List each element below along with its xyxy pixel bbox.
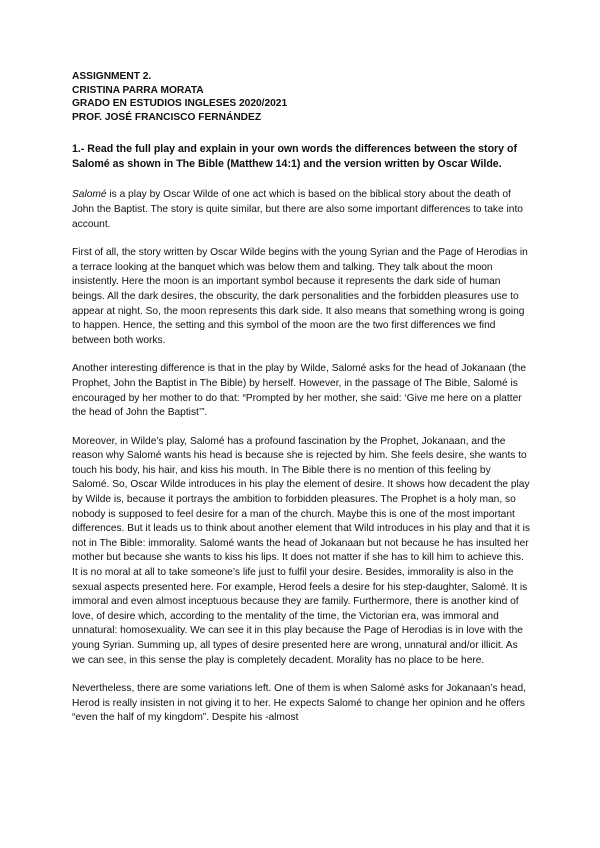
paragraph-1-text: is a play by Oscar Wilde of one act which is based on the biblical story about the death of John the Baptist. The story is quite similar, but there are also some important differences to take into account. (72, 189, 523, 230)
assignment-title: ASSIGNMENT 2. (72, 71, 152, 82)
document-body (72, 70, 530, 740)
paragraph-3: Another interesting difference is that in the play by Wilde, Salomé asks for the head of Jokanaan (the Prophet, John the Baptist in The Bible) by herself. However, in the passage of The Bible, Salomé is encouraged by her mother to do that: “Prompted by her mother, she said: ‘Give me here on a platter the head of John the Baptist’”. (72, 363, 526, 419)
paragraph-4: Moreover, in Wilde’s play, Salomé has a profound fascination by the Prophet, Jokanaan, and the reason why Salomé wants his head is because she is rejected by him. She feels desire, she wants to touch his body, his hair, and kiss his mouth. In The Bible there is no mention of this feeling by Salomé. So, Oscar Wilde introduces in his play the element of desire. It shows how decadent the play by Wilde is, because it portrays the ambition to forbidden pleasures. The Prophet is a holy man, so nobody is supposed to feel desire for a man of the church. Maybe this is one of the most important differences. But it leads us to think about another element that Wild introduces in his play and that it is not in The Bible: immorality. Salomé wants the head of Jokanaan but not because he has insulted her mother but because she wants to kiss his lips. It does not matter if she has to kill him to achieve this. It is no moral at all to take someone’s life just to fulfil your desire. Besides, immorality is also in the sexual aspects presented here. For example, Herod feels a desire for his step-daughter, Salomé. It is immoral and even almost inceptuous because they are family. Furthermore, there is another kind of love, of desire which, according to the mentality of the time, the Victorian era, was immoral and unnatural: homosexuality. We can see it in this play because the Page of Herodias is in love with the young Syrian. Summing up, all types of desire presented here are wrong, unnatural and/or illicit. As we can see, in this sense the play is completely decadent. Morality has no place to be here. (72, 435, 530, 666)
question-heading: 1.- Read the full play and explain in your own words the differences between the story of Salomé as shown in The Bible (Matthew 14:1) and the version written by Oscar Wilde. (72, 143, 518, 171)
paragraph-2: First of all, the story written by Oscar Wilde begins with the young Syrian and the Page of Herodias in a terrace looking at the banquet which was below them and talking. They talk about the moon insistently. Here the moon is an important symbol because it represents the dark side of human beings. All the dark desires, the obscurity, the dark personalities and the forbidden pleasures use to appear at night. So, the moon represents this dark side. It also means that something wrong is going to happen. Hence, the setting and this symbol of the moon are the two first differences we find between both works. (72, 247, 528, 346)
professor-name: PROF. JOSÉ FRANCISCO FERNÁNDEZ (72, 111, 262, 123)
play-title: Salomé (72, 189, 107, 201)
degree-line: GRADO EN ESTUDIOS INGLESES 2020/2021 (72, 98, 288, 110)
student-name: CRISTINA PARRA MORATA (72, 84, 204, 96)
paragraph-5: Nevertheless, there are some variations left. One of them is when Salomé asks for Jokanaan’s head, Herod is really insisten in not giving it to her. He expects Salomé to change her opinion and he offers “even the half of my kingdom”. Despite his -almost (72, 683, 526, 724)
assignment-header (72, 70, 530, 124)
paragraph-1 (72, 188, 530, 232)
